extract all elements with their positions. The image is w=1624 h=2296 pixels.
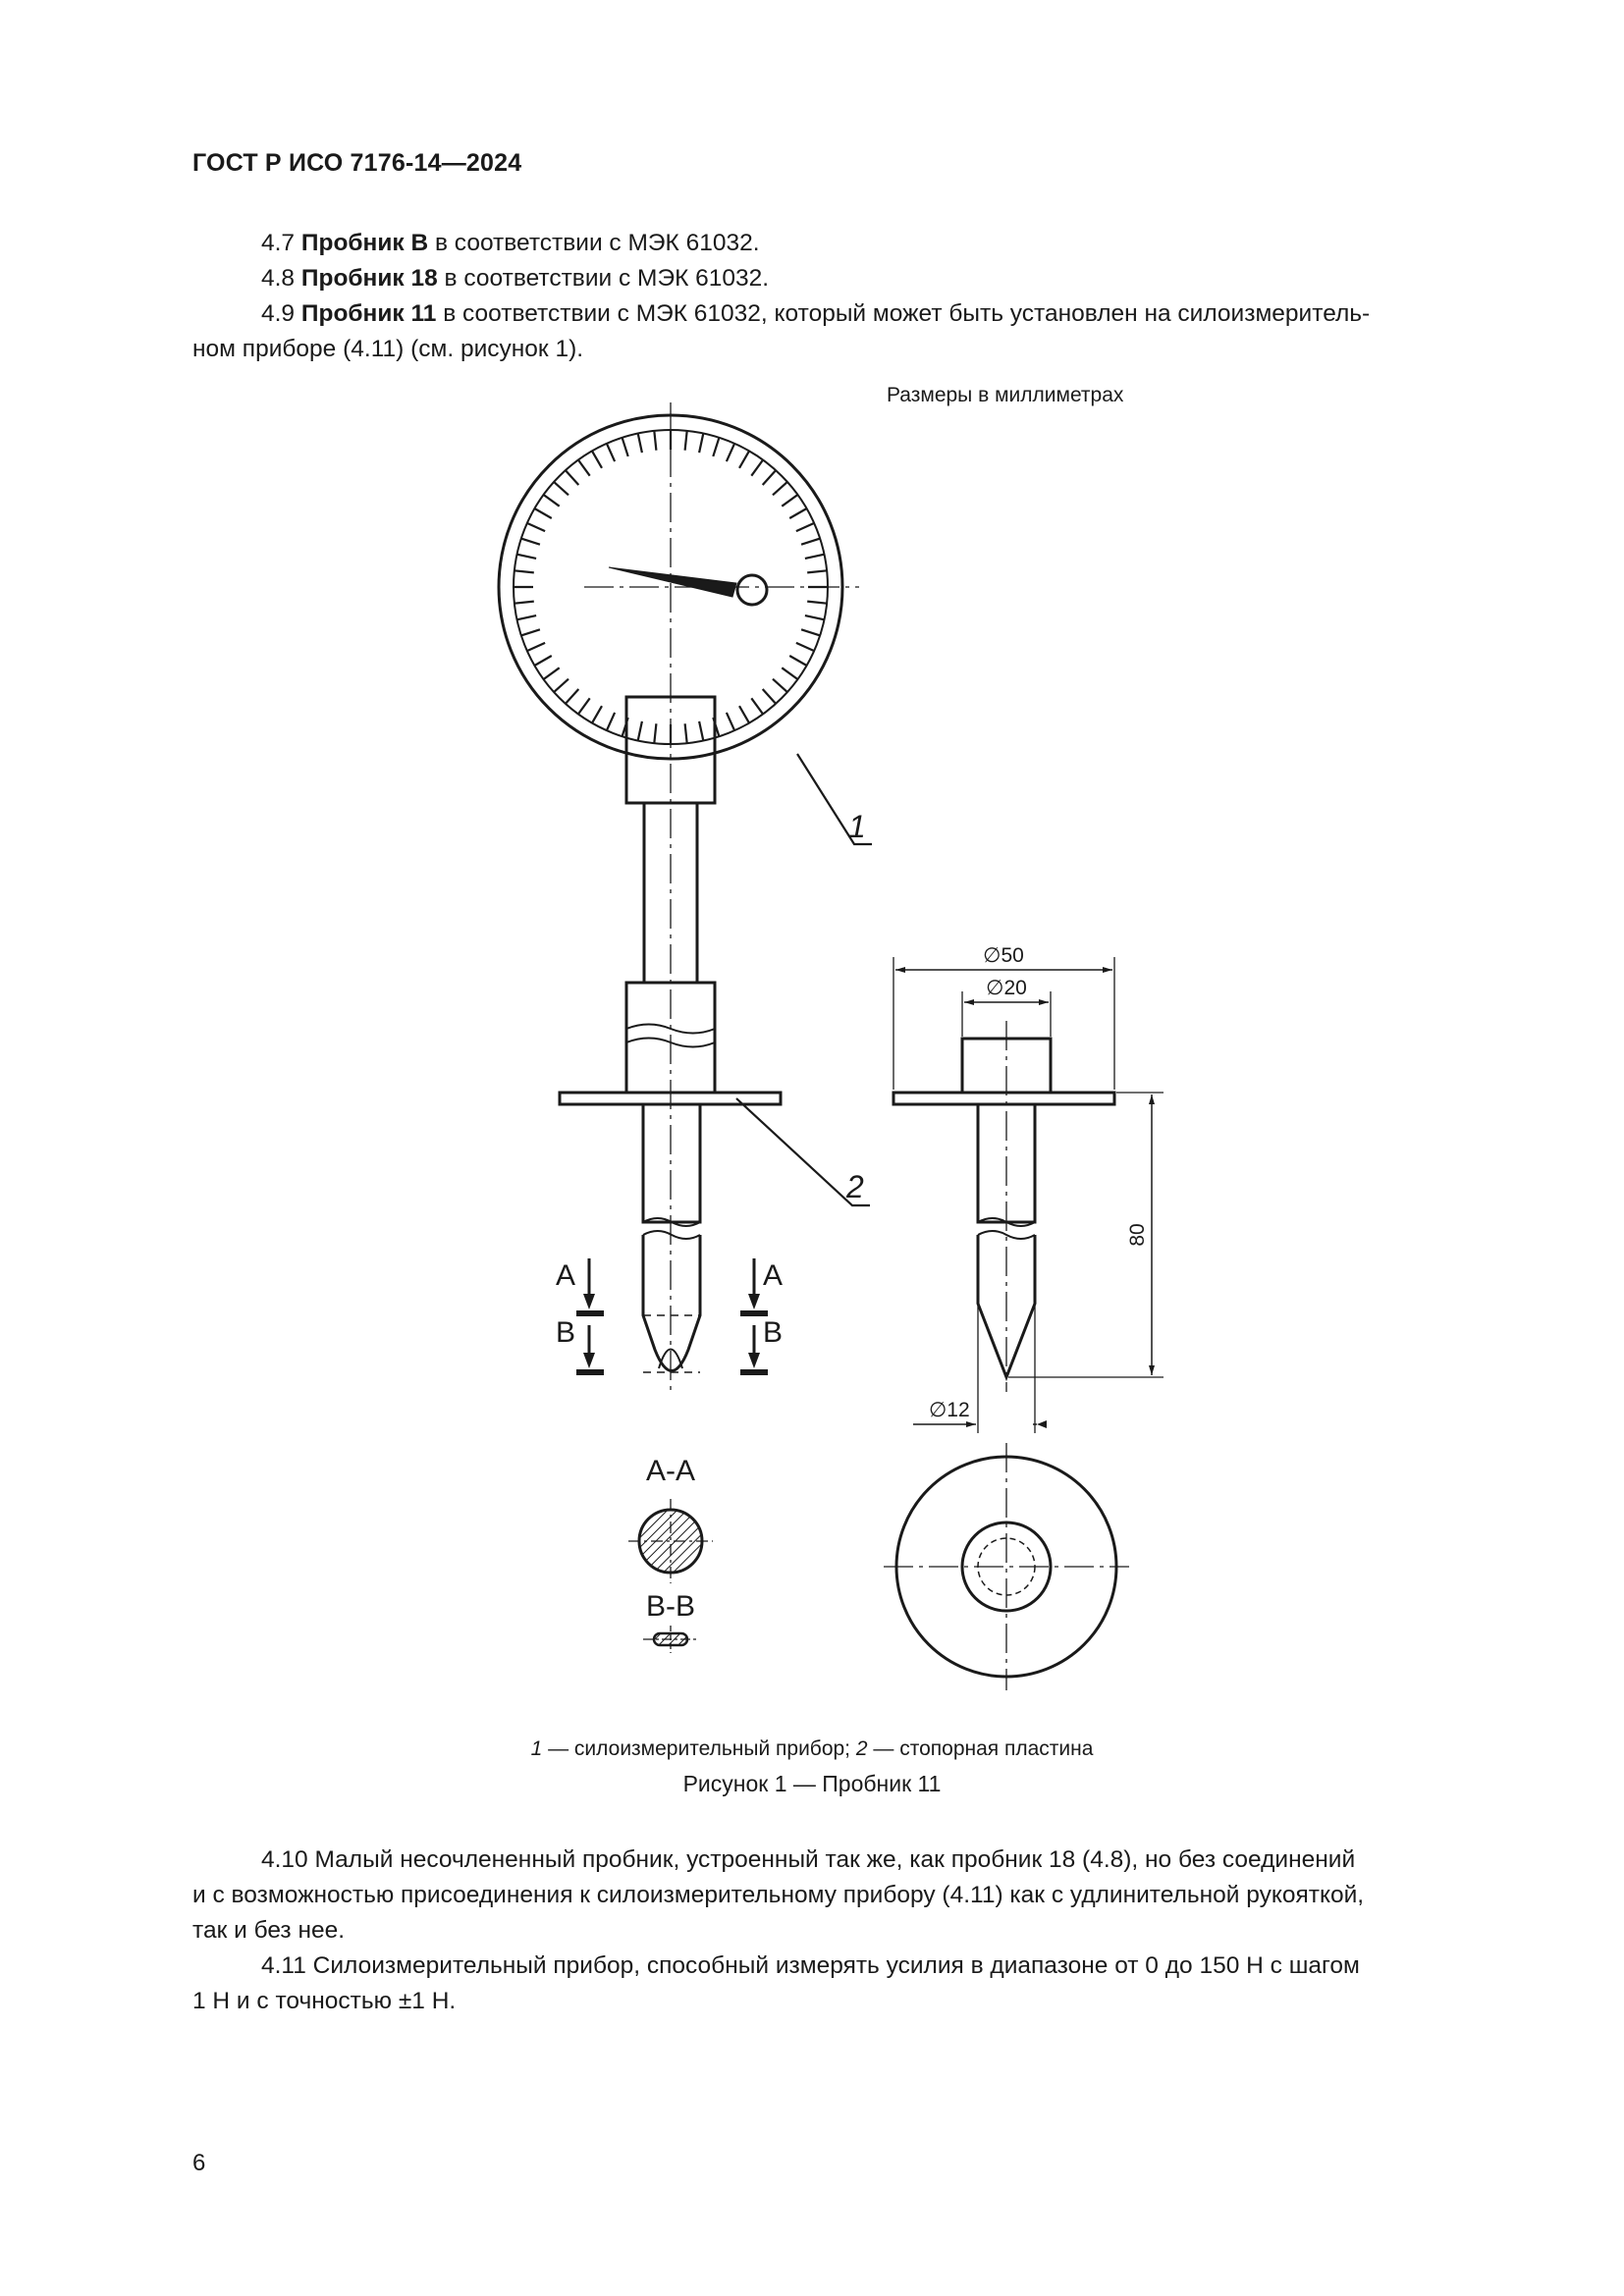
dial-tick bbox=[807, 602, 827, 604]
dial-tick bbox=[554, 482, 568, 495]
section-title-bb: B-B bbox=[645, 1590, 696, 1623]
dial-tick bbox=[739, 451, 749, 467]
leader-label-1: 1 bbox=[848, 809, 866, 844]
dial-tick bbox=[782, 495, 797, 507]
leader-label-2: 2 bbox=[846, 1169, 864, 1204]
dial-tick bbox=[514, 602, 534, 604]
dial-tick bbox=[796, 523, 814, 531]
dial-tick bbox=[544, 495, 560, 507]
units-note: Размеры в миллиметрах bbox=[887, 384, 1124, 406]
dial-tick bbox=[685, 723, 687, 743]
dial-tick bbox=[534, 508, 551, 518]
page-number: 6 bbox=[192, 2150, 206, 2176]
dial-tick bbox=[773, 482, 787, 495]
figure-legend: 1 — силоизмерительный прибор; 2 — стопорная пластина bbox=[530, 1737, 1094, 1760]
dial-tick bbox=[789, 508, 806, 518]
dial-tick bbox=[699, 721, 703, 741]
dial-tick bbox=[773, 679, 787, 692]
dial-tick bbox=[578, 460, 590, 476]
dial-tick bbox=[685, 431, 687, 451]
dial-tick bbox=[527, 523, 545, 531]
dial-tick bbox=[592, 451, 602, 467]
dial-tick bbox=[805, 615, 825, 619]
dial-tick bbox=[805, 555, 825, 559]
dial-tick bbox=[739, 706, 749, 722]
dial-tick bbox=[623, 438, 628, 456]
dial-tick bbox=[607, 444, 615, 461]
paragraph-4-8: 4.8 Пробник 18 в соответствии с МЭК 61032. bbox=[261, 265, 770, 292]
dial-tick bbox=[566, 689, 578, 704]
dial-tick bbox=[751, 460, 763, 476]
dial-tick bbox=[607, 713, 615, 730]
dial-tick bbox=[763, 470, 776, 485]
dial-tick bbox=[782, 667, 797, 679]
dial-tick bbox=[796, 643, 814, 651]
dial-tick bbox=[638, 721, 642, 741]
dial-tick bbox=[801, 629, 820, 635]
paragraph-4-9: 4.9 Пробник 11 в соответствии с МЭК 61032, который может быть установлен на силоизмеритель- ном приборе (4.11) (см. рисунок 1). bbox=[192, 300, 1371, 362]
dial-tick bbox=[751, 698, 763, 714]
dial-tick bbox=[578, 698, 590, 714]
gauge-needle bbox=[609, 567, 736, 597]
dial-tick bbox=[654, 723, 656, 743]
dial-tick bbox=[801, 539, 820, 545]
dial-tick bbox=[592, 706, 602, 722]
section-title-aa: A-A bbox=[645, 1455, 696, 1487]
section-label-b-left: B bbox=[556, 1316, 576, 1349]
dial-tick bbox=[727, 713, 734, 730]
dial-tick bbox=[517, 615, 537, 619]
dial-tick bbox=[521, 539, 540, 545]
dial-tick bbox=[807, 570, 827, 572]
dial-tick bbox=[699, 434, 703, 454]
dial-tick bbox=[534, 656, 551, 666]
dial-tick bbox=[763, 689, 776, 704]
dial-tick bbox=[521, 629, 540, 635]
section-label-a-left: A bbox=[556, 1259, 576, 1292]
dial-tick bbox=[514, 570, 534, 572]
dial-tick bbox=[554, 679, 568, 692]
dimension-80: 80 bbox=[1126, 1223, 1149, 1247]
dial-tick bbox=[789, 656, 806, 666]
dimension-d50: ∅50 bbox=[983, 944, 1024, 967]
dial-tick bbox=[727, 444, 734, 461]
paragraph-4-10: 4.10 Малый несочлененный пробник, устроенный так же, как пробник 18 (4.8), но без соединений и с возможностью присоединения к силоизмерительному прибору (4.11) как с удлинительной рукояткой, так и без нее. bbox=[192, 1846, 1365, 1944]
dial-tick bbox=[638, 434, 642, 454]
section-label-b-right: B bbox=[763, 1316, 784, 1349]
dimension-d12: ∅12 bbox=[929, 1399, 970, 1421]
figure-title: Рисунок 1 — Пробник 11 bbox=[682, 1771, 942, 1796]
dimension-d20: ∅20 bbox=[986, 977, 1027, 999]
dial-tick bbox=[517, 555, 537, 559]
paragraph-4-11: 4.11 Силоизмерительный прибор, способный измерять усилия в диапазоне от 0 до 150 Н с шагом 1 Н и с точностью ±1 Н. bbox=[192, 1952, 1360, 2014]
dial-tick bbox=[654, 431, 656, 451]
section-label-a-right: A bbox=[763, 1259, 784, 1292]
dial-tick bbox=[566, 470, 578, 485]
dial-tick bbox=[527, 643, 545, 651]
document-header: ГОСТ Р ИСО 7176-14—2024 bbox=[192, 149, 522, 177]
paragraph-4-7: 4.7 Пробник В в соответствии с МЭК 61032. bbox=[261, 230, 760, 256]
gauge-pivot bbox=[737, 575, 767, 605]
dial-tick bbox=[713, 438, 719, 456]
dial-tick bbox=[544, 667, 560, 679]
